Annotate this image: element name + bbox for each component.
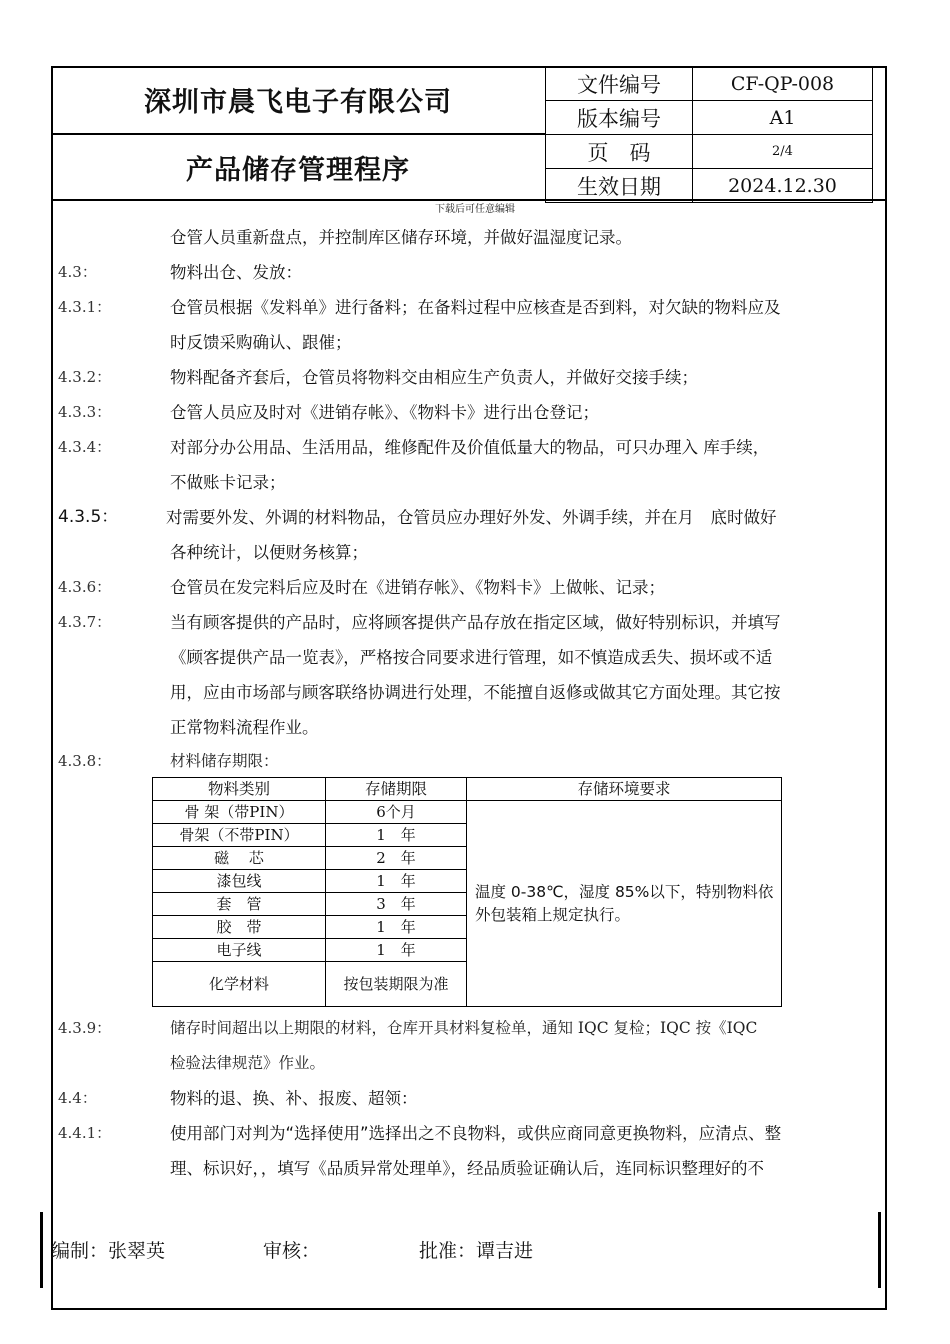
storage-period: 1 年 — [326, 916, 467, 939]
section-4-4 — [58, 1081, 884, 1116]
section-number: 4.3.3： — [58, 403, 112, 421]
section-text: 物料配备齐套后，仓管员将物料交由相应生产负责人，并做好交接手续； — [170, 368, 698, 387]
section-text: 物料出仓、发放： — [170, 263, 302, 282]
section-number: 4.3.7： — [58, 613, 112, 631]
section-text: 材料储存期限： — [170, 752, 279, 770]
storage-period: 1 年 — [326, 939, 467, 962]
storage-period: 2 年 — [326, 847, 467, 870]
section-number: 4.3.4： — [58, 438, 112, 456]
section-4-3-2 — [58, 360, 884, 395]
doc-number-value: CF-QP-008 — [693, 67, 873, 101]
section-4-3-5 — [58, 500, 884, 535]
section-4-3-6 — [58, 570, 884, 605]
section-text: 仓管人员应及时对《进销存帐》、《物料卡》进行出仓登记； — [170, 403, 599, 422]
section-text: 正常物料流程作业。 — [170, 718, 319, 737]
section-text: 仓管员在发完料后应及时在《进销存帐》、《物料卡》上做帐、记录； — [170, 578, 665, 597]
download-note: 下载后可任意编辑 — [435, 204, 515, 215]
section-4-3-4 — [58, 430, 884, 465]
effective-date-label: 生效日期 — [546, 169, 693, 203]
document-title: 产品储存管理程序 — [186, 154, 410, 186]
version-label: 版本编号 — [546, 101, 693, 135]
material-category: 骨 架（带PIN） — [153, 801, 326, 824]
section-text: 各种统计，以便财务核算； — [170, 543, 368, 562]
material-category: 胶 带 — [153, 916, 326, 939]
version-value: A1 — [693, 101, 873, 135]
document-header — [51, 66, 887, 200]
material-category: 漆包线 — [153, 870, 326, 893]
storage-environment: 温度 0-38℃，湿度 85%以下，特别物料依外包装箱上规定执行。 — [467, 801, 782, 1007]
section-text: 检验法律规范》作业。 — [170, 1054, 326, 1072]
storage-period: 1 年 — [326, 870, 467, 893]
doc-number-label: 文件编号 — [546, 67, 693, 101]
approved-by: 批准：谭吉进 — [419, 1240, 534, 1262]
document-body — [58, 220, 884, 1186]
column-header-period: 存储期限 — [326, 778, 467, 801]
section-number: 4.3： — [58, 263, 97, 281]
section-4-3-9 — [58, 1011, 884, 1046]
right-margin-line — [878, 1212, 881, 1288]
page-value: 2/4 — [693, 135, 873, 169]
material-category: 骨架（不带PIN） — [153, 824, 326, 847]
left-margin-line — [40, 1212, 43, 1288]
section-number: 4.3.6： — [58, 578, 112, 596]
section-text: 《顾客提供产品一览表》，严格按合同要求进行管理，如不慎造成丢失、损坏或不适 — [170, 648, 773, 667]
section-number: 4.3.2： — [58, 368, 112, 386]
intro-text: 仓管人员重新盘点，并控制库区储存环境，并做好温湿度记录。 — [170, 228, 632, 247]
section-number: 4.3.1： — [58, 298, 112, 316]
section-text: 仓管员根据《发料单》进行备料；在备料过程中应核查是否到料，对欠缺的物料应及 — [170, 298, 781, 317]
storage-period: 按包装期限为准 — [326, 962, 467, 1007]
section-text: 物料的退、换、补、报废、超领： — [170, 1089, 418, 1108]
section-4-3-7 — [58, 605, 884, 640]
table-header-row — [153, 778, 782, 801]
table-row — [153, 801, 782, 824]
intro-line — [170, 220, 884, 255]
page-label: 页 码 — [546, 135, 693, 169]
section-text: 使用部门对判为“选择使用”选择出之不良物料，或供应商同意更换物料，应清点、整 — [170, 1124, 782, 1143]
section-text: 对部分办公用品、生活用品，维修配件及价值低量大的物品，可只办理入 库手续， — [170, 438, 770, 457]
prepared-by: 编制：张翠英 — [51, 1240, 166, 1262]
section-4-3-3 — [58, 395, 884, 430]
section-text: 当有顾客提供的产品时，应将顾客提供产品存放在指定区域，做好特别标识，并填写 — [170, 613, 781, 632]
material-storage-table — [152, 777, 782, 1007]
material-category: 电子线 — [153, 939, 326, 962]
section-4-3-1 — [58, 290, 884, 325]
section-text: 理、标识好，，填写《品质异常处理单》，经品质验证确认后，连同标识整理好的不 — [170, 1159, 764, 1178]
section-text: 对需要外发、外调的材料物品，仓管员应办理好外发、外调手续，并在月 底时做好 — [166, 508, 777, 527]
section-text: 时反馈采购确认、跟催； — [170, 333, 352, 352]
material-category: 磁 芯 — [153, 847, 326, 870]
company-name: 深圳市晨飞电子有限公司 — [51, 66, 545, 135]
storage-period: 3 年 — [326, 893, 467, 916]
section-number: 4.4.1： — [58, 1124, 112, 1142]
section-number: 4.4： — [58, 1089, 97, 1107]
section-text: 不做账卡记录； — [170, 473, 286, 492]
section-text: 用，应由市场部与顾客联络协调进行处理，不能擅自返修或做其它方面处理。其它按 — [170, 683, 781, 702]
column-header-environment: 存储环境要求 — [467, 778, 782, 801]
section-4-3 — [58, 255, 884, 290]
material-category: 化学材料 — [153, 962, 326, 1007]
reviewed-by: 审核： — [263, 1240, 321, 1262]
section-4-4-1 — [58, 1116, 884, 1151]
section-number: 4.3.8： — [58, 752, 112, 770]
storage-period: 1 年 — [326, 824, 467, 847]
effective-date-value: 2024.12.30 — [693, 169, 873, 203]
section-number: 4.3.5： — [58, 507, 119, 527]
section-number: 4.3.9： — [58, 1019, 112, 1037]
material-category: 套 管 — [153, 893, 326, 916]
document-info-table — [545, 66, 873, 203]
storage-period: 6个月 — [326, 801, 467, 824]
column-header-category: 物料类别 — [153, 778, 326, 801]
section-4-3-8 — [58, 745, 884, 777]
section-text: 储存时间超出以上期限的材料，仓库开具材料复检单，通知 IQC 复检；IQC 按《IQC — [170, 1019, 758, 1037]
